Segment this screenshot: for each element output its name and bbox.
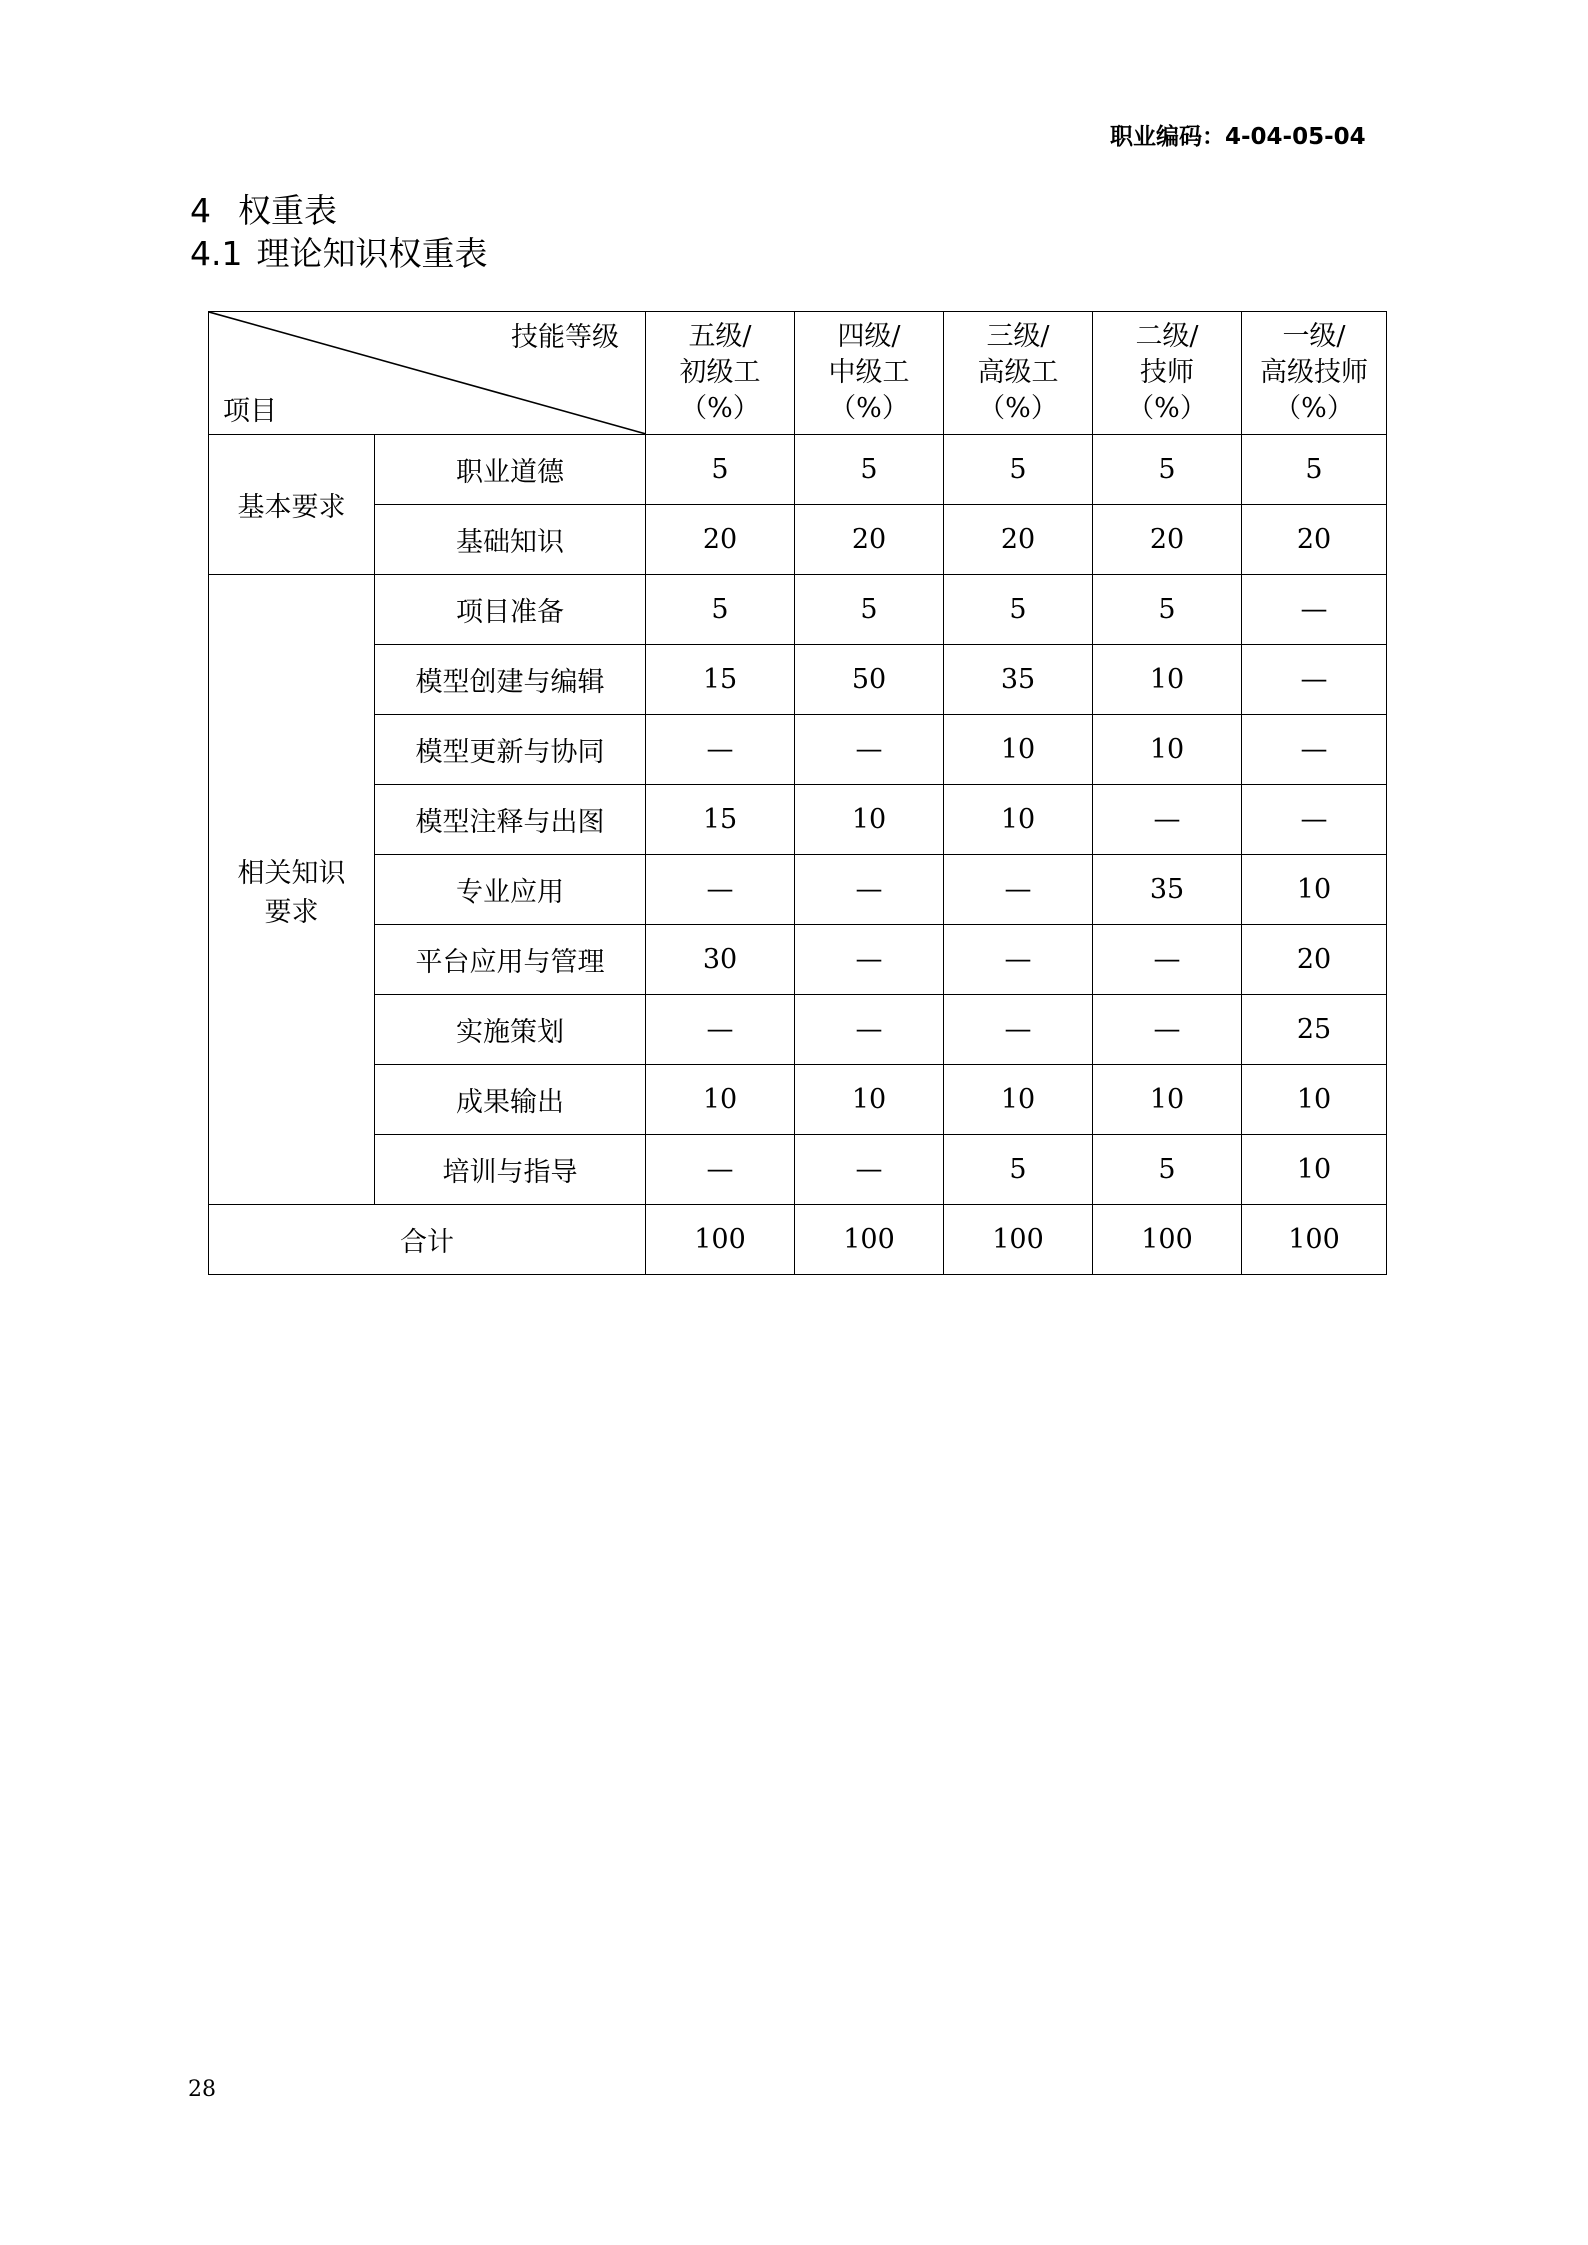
- value-cell: 5: [1093, 435, 1242, 505]
- value-cell: —: [795, 855, 944, 925]
- table-row: [209, 575, 1387, 645]
- value-cell: —: [1093, 785, 1242, 855]
- level-line2: 中级工: [828, 357, 910, 388]
- total-cell: 100: [795, 1205, 944, 1275]
- level-header: [944, 312, 1093, 435]
- value-cell: 10: [1242, 1065, 1387, 1135]
- section-title: 权重表: [238, 191, 337, 230]
- corner-top-label: 技能等级: [511, 322, 619, 353]
- value-cell: 15: [646, 645, 795, 715]
- value-cell: —: [646, 855, 795, 925]
- value-cell: 5: [1093, 575, 1242, 645]
- value-cell: 10: [795, 1065, 944, 1135]
- table-row: [209, 1135, 1387, 1205]
- value-cell: —: [1242, 785, 1387, 855]
- value-cell: 5: [1242, 435, 1387, 505]
- item-label: 模型注释与出图: [375, 785, 646, 855]
- value-cell: —: [944, 855, 1093, 925]
- level-line1: 五级/: [688, 321, 752, 352]
- group-related-line2: 要求: [264, 896, 319, 928]
- group-basic: 基本要求: [209, 435, 375, 575]
- item-label: 基础知识: [375, 505, 646, 575]
- total-cell: 100: [1093, 1205, 1242, 1275]
- table-row: [209, 435, 1387, 505]
- total-row: [209, 1205, 1387, 1275]
- value-cell: —: [646, 995, 795, 1065]
- level-header: [646, 312, 795, 435]
- item-label: 职业道德: [375, 435, 646, 505]
- value-cell: 20: [646, 505, 795, 575]
- item-label: 实施策划: [375, 995, 646, 1065]
- level-line1: 三级/: [986, 321, 1050, 352]
- corner-bottom-label: 项目: [223, 396, 277, 427]
- total-cell: 100: [944, 1205, 1093, 1275]
- corner-cell: [209, 312, 646, 435]
- level-line2: 初级工: [679, 357, 761, 388]
- total-label: 合计: [209, 1205, 646, 1275]
- total-cell: 100: [1242, 1205, 1387, 1275]
- level-header: [795, 312, 944, 435]
- value-cell: 20: [944, 505, 1093, 575]
- item-label: 模型更新与协同: [375, 715, 646, 785]
- level-unit: （%）: [829, 393, 909, 424]
- value-cell: 50: [795, 645, 944, 715]
- total-cell: 100: [646, 1205, 795, 1275]
- value-cell: —: [944, 925, 1093, 995]
- value-cell: 35: [1093, 855, 1242, 925]
- value-cell: —: [1242, 715, 1387, 785]
- group-related-line1: 相关知识: [237, 857, 346, 889]
- weight-table: [208, 311, 1387, 1275]
- value-cell: 10: [1242, 855, 1387, 925]
- subsection-title: 理论知识权重表: [256, 234, 488, 273]
- page-number: 28: [188, 2077, 216, 2102]
- level-unit: （%）: [978, 393, 1058, 424]
- level-unit: （%）: [1127, 393, 1207, 424]
- table-row: [209, 855, 1387, 925]
- value-cell: 15: [646, 785, 795, 855]
- level-header: [1093, 312, 1242, 435]
- item-label: 平台应用与管理: [375, 925, 646, 995]
- subsection-heading: [190, 228, 487, 275]
- level-unit: （%）: [680, 393, 760, 424]
- value-cell: 10: [944, 715, 1093, 785]
- section-number: 4: [190, 191, 211, 230]
- occupation-code: 职业编码：4-04-05-04: [1110, 124, 1366, 150]
- value-cell: —: [1093, 925, 1242, 995]
- value-cell: 30: [646, 925, 795, 995]
- value-cell: 5: [646, 435, 795, 505]
- table-header-row: [209, 312, 1387, 435]
- value-cell: 10: [944, 1065, 1093, 1135]
- item-label: 模型创建与编辑: [375, 645, 646, 715]
- value-cell: 10: [1093, 1065, 1242, 1135]
- value-cell: 5: [1093, 1135, 1242, 1205]
- table-row: [209, 1065, 1387, 1135]
- value-cell: —: [1093, 995, 1242, 1065]
- table-row: [209, 645, 1387, 715]
- table-row: [209, 785, 1387, 855]
- item-label: 成果输出: [375, 1065, 646, 1135]
- table-row: [209, 995, 1387, 1065]
- level-line2: 高级工: [977, 357, 1059, 388]
- value-cell: 5: [944, 1135, 1093, 1205]
- table-row: [209, 505, 1387, 575]
- value-cell: 5: [944, 435, 1093, 505]
- value-cell: 5: [795, 435, 944, 505]
- level-line1: 四级/: [837, 321, 901, 352]
- value-cell: —: [646, 1135, 795, 1205]
- value-cell: 5: [944, 575, 1093, 645]
- item-label: 专业应用: [375, 855, 646, 925]
- item-label: 培训与指导: [375, 1135, 646, 1205]
- subsection-number: 4.1: [190, 234, 243, 273]
- value-cell: 10: [1242, 1135, 1387, 1205]
- level-line2: 技师: [1140, 357, 1194, 388]
- value-cell: 5: [795, 575, 944, 645]
- item-label: 项目准备: [375, 575, 646, 645]
- level-unit: （%）: [1274, 393, 1354, 424]
- level-line1: 一级/: [1282, 321, 1346, 352]
- value-cell: 20: [1093, 505, 1242, 575]
- value-cell: 20: [1242, 925, 1387, 995]
- value-cell: 10: [944, 785, 1093, 855]
- value-cell: —: [795, 925, 944, 995]
- value-cell: 10: [646, 1065, 795, 1135]
- level-header: [1242, 312, 1387, 435]
- level-line1: 二级/: [1135, 321, 1199, 352]
- value-cell: 20: [1242, 505, 1387, 575]
- value-cell: —: [646, 715, 795, 785]
- value-cell: 10: [795, 785, 944, 855]
- level-line2: 高级技师: [1260, 357, 1368, 388]
- group-related: [209, 575, 375, 1205]
- table-row: [209, 715, 1387, 785]
- table-row: [209, 925, 1387, 995]
- value-cell: 10: [1093, 715, 1242, 785]
- value-cell: —: [1242, 645, 1387, 715]
- value-cell: —: [944, 995, 1093, 1065]
- value-cell: —: [1242, 575, 1387, 645]
- value-cell: 10: [1093, 645, 1242, 715]
- section-heading: [190, 185, 337, 232]
- value-cell: —: [795, 1135, 944, 1205]
- value-cell: 25: [1242, 995, 1387, 1065]
- value-cell: 20: [795, 505, 944, 575]
- value-cell: —: [795, 995, 944, 1065]
- value-cell: —: [795, 715, 944, 785]
- value-cell: 5: [646, 575, 795, 645]
- value-cell: 35: [944, 645, 1093, 715]
